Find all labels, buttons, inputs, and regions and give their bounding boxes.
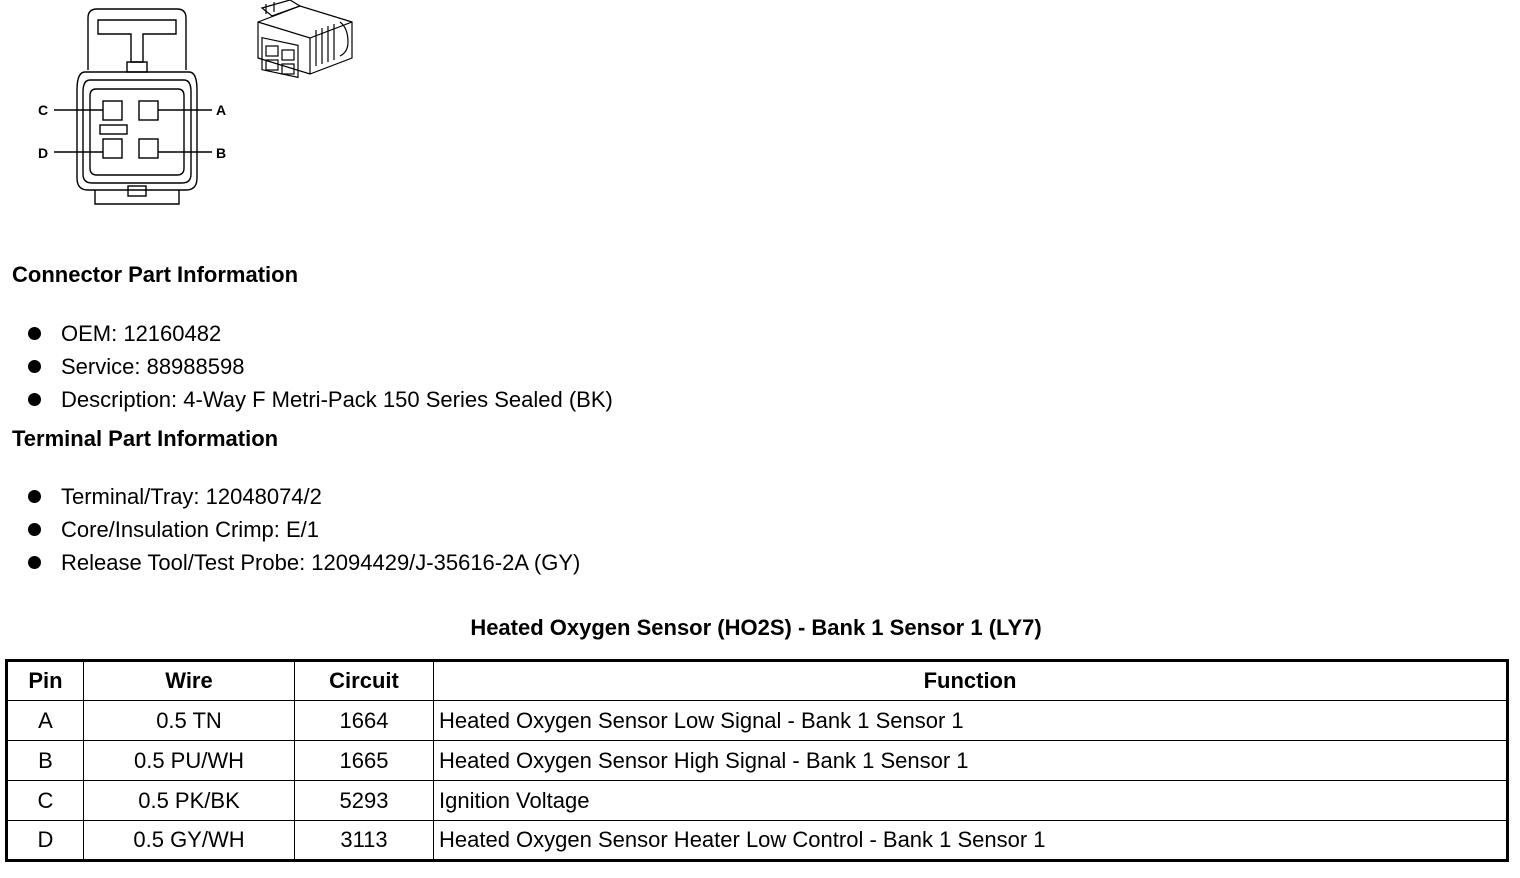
- bullet-icon: [28, 556, 41, 569]
- bullet-icon: [28, 327, 41, 340]
- table-row: [7, 741, 1508, 781]
- cell-wire: 0.5 TN: [84, 701, 295, 741]
- cell-circuit: 1664: [295, 701, 434, 741]
- list-item-text: Description: 4-Way F Metri-Pack 150 Series Sealed (BK): [61, 386, 613, 412]
- list-item-text: Release Tool/Test Probe: 12094429/J-35616-2A (GY): [61, 549, 581, 575]
- connector-isometric-view: [258, 0, 352, 77]
- list-item-text: Service: 88988598: [61, 353, 245, 379]
- cell-circuit: 5293: [295, 781, 434, 821]
- cell-circuit: 1665: [295, 741, 434, 781]
- table-row: [7, 821, 1508, 861]
- list-item: [28, 513, 580, 546]
- cell-function: Ignition Voltage: [434, 781, 1508, 821]
- bullet-icon: [28, 490, 41, 503]
- header-circuit: Circuit: [295, 661, 434, 701]
- table-row: [7, 701, 1508, 741]
- list-item: [28, 317, 613, 350]
- bullet-icon: [28, 523, 41, 536]
- list-item-text: Core/Insulation Crimp: E/1: [61, 516, 319, 542]
- terminal-part-info-heading: Terminal Part Information: [12, 426, 279, 451]
- cell-circuit: 3113: [295, 821, 434, 861]
- cell-pin: A: [7, 701, 84, 741]
- cell-function: Heated Oxygen Sensor Heater Low Control - Bank 1 Sensor 1: [434, 821, 1508, 861]
- cell-function: Heated Oxygen Sensor Low Signal - Bank 1 Sensor 1: [434, 701, 1508, 741]
- list-item-text: OEM: 12160482: [61, 320, 222, 346]
- cell-pin: B: [7, 741, 84, 781]
- list-item: [28, 350, 613, 383]
- connector-part-info-list: [28, 317, 613, 416]
- cell-pin: C: [7, 781, 84, 821]
- cell-wire: 0.5 GY/WH: [84, 821, 295, 861]
- cell-wire: 0.5 PU/WH: [84, 741, 295, 781]
- bullet-icon: [28, 393, 41, 406]
- list-item-text: Terminal/Tray: 12048074/2: [61, 483, 322, 509]
- pin-label-b: B: [216, 145, 227, 161]
- connector-diagram: [0, 0, 360, 220]
- header-wire: Wire: [84, 661, 295, 701]
- list-item: [28, 383, 613, 416]
- terminal-part-info-list: [28, 480, 580, 579]
- bullet-icon: [28, 360, 41, 373]
- pin-table: [5, 659, 1509, 862]
- pin-label-c: C: [38, 102, 49, 118]
- header-function: Function: [434, 661, 1508, 701]
- cell-pin: D: [7, 821, 84, 861]
- connector-part-info-heading: Connector Part Information: [12, 262, 299, 287]
- table-row: [7, 781, 1508, 821]
- pin-table-title: Heated Oxygen Sensor (HO2S) - Bank 1 Sensor 1 (LY7): [470, 615, 1042, 640]
- list-item: [28, 480, 580, 513]
- pin-label-d: D: [38, 145, 49, 161]
- table-header-row: [7, 661, 1508, 701]
- pin-label-a: A: [216, 102, 227, 118]
- cell-wire: 0.5 PK/BK: [84, 781, 295, 821]
- cell-function: Heated Oxygen Sensor High Signal - Bank 1 Sensor 1: [434, 741, 1508, 781]
- list-item: [28, 546, 580, 579]
- header-pin: Pin: [7, 661, 84, 701]
- connector-face-view: [0, 0, 360, 220]
